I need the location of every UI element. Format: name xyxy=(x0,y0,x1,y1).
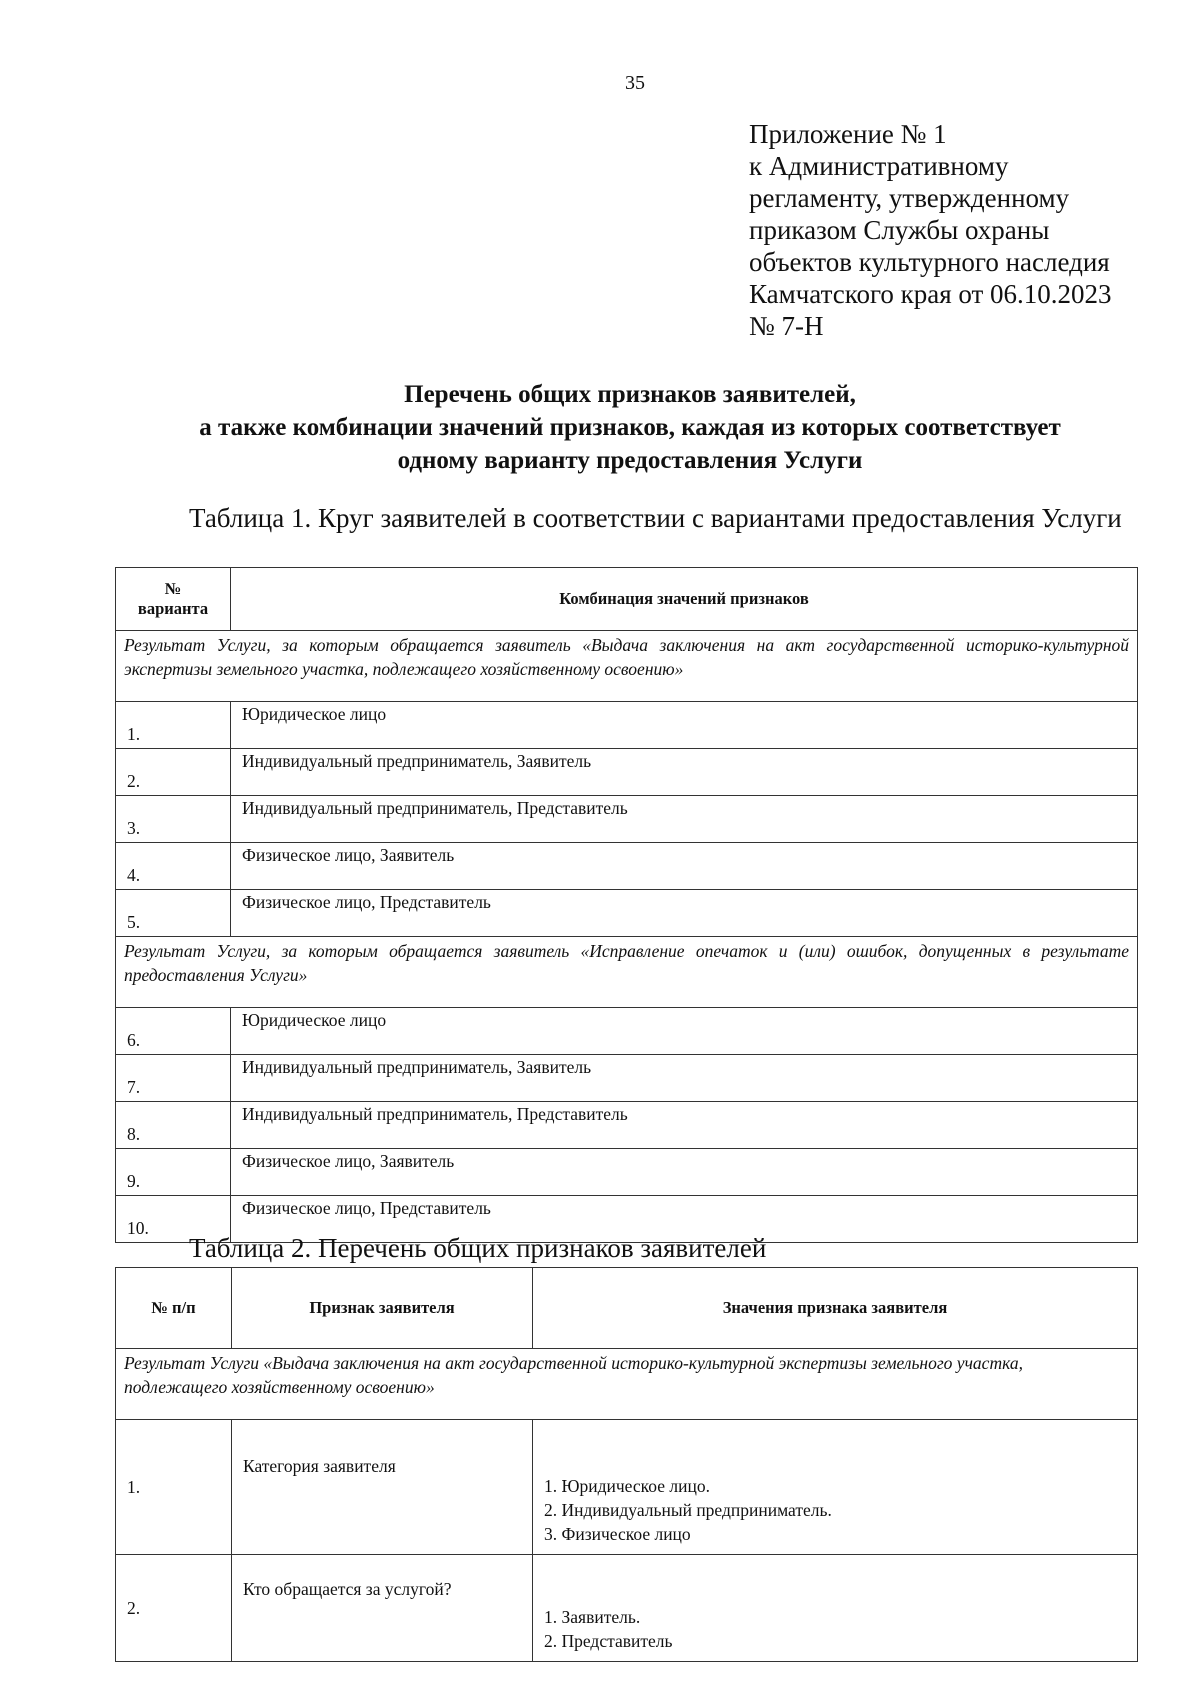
row-value: Физическое лицо, Представитель xyxy=(231,890,1138,937)
value-item: 2. Индивидуальный предприниматель. xyxy=(544,1500,832,1520)
table-row xyxy=(116,1149,1138,1196)
table2-header-row xyxy=(116,1268,1138,1349)
row-num: 6. xyxy=(116,1008,231,1055)
appendix-line: Приложение № 1 xyxy=(749,119,947,149)
section-title: Результат Услуги, за которым обращается заявитель «Исправление опечаток и (или) ошибок, допущенных в результате предоставления Услуги» xyxy=(116,937,1138,1008)
section-title: Результат Услуги «Выдача заключения на акт государственной историко-культурной экспертизы земельного участка, подлежащего хозяйственному освоению» xyxy=(116,1349,1138,1420)
table2-header-values: Значения признака заявителя xyxy=(533,1268,1138,1349)
value-item: 1. Заявитель. xyxy=(544,1607,641,1627)
table-row xyxy=(116,1008,1138,1055)
appendix-line: к Административному xyxy=(749,151,1009,181)
table-row xyxy=(116,1055,1138,1102)
table2-caption: Таблица 2. Перечень общих признаков заявителей xyxy=(189,1233,767,1263)
row-value: Физическое лицо, Заявитель xyxy=(231,1149,1138,1196)
row-value: Юридическое лицо xyxy=(231,1008,1138,1055)
table-row xyxy=(116,749,1138,796)
row-num: 8. xyxy=(116,1102,231,1149)
table-row xyxy=(116,1102,1138,1149)
row-values xyxy=(533,1555,1138,1662)
table2-header-sign: Признак заявителя xyxy=(232,1268,533,1349)
row-num: 5. xyxy=(116,890,231,937)
row-values xyxy=(533,1420,1138,1555)
appendix-line: объектов культурного наследия xyxy=(749,247,1110,277)
table-row xyxy=(116,1555,1138,1662)
row-value: Индивидуальный предприниматель, Представитель xyxy=(231,796,1138,843)
table2-header-num: № п/п xyxy=(116,1268,232,1349)
row-num: 2. xyxy=(116,1555,232,1662)
appendix-line: регламенту, утвержденному xyxy=(749,183,1070,213)
table1-applicant-variants xyxy=(115,567,1138,1243)
table-row xyxy=(116,1420,1138,1555)
table-row xyxy=(116,702,1138,749)
row-num: 4. xyxy=(116,843,231,890)
row-sign: Категория заявителя xyxy=(232,1420,533,1555)
row-sign: Кто обращается за услугой? xyxy=(232,1555,533,1662)
header-num-symbol: № xyxy=(164,579,182,598)
row-num: 7. xyxy=(116,1055,231,1102)
section-title: Результат Услуги, за которым обращается заявитель «Выдача заключения на акт государственной историко-культурной экспертизы земельного участка, подлежащего хозяйственному освоению» xyxy=(116,631,1138,702)
row-num: 1. xyxy=(116,1420,232,1555)
value-item: 3. Физическое лицо xyxy=(544,1524,691,1544)
page-number: 35 xyxy=(625,72,645,94)
value-item: 1. Юридическое лицо. xyxy=(544,1476,710,1496)
title-line: одному варианту предоставления Услуги xyxy=(397,447,863,474)
appendix-line: приказом Службы охраны xyxy=(749,215,1050,245)
table1-section-row xyxy=(116,631,1138,702)
document-title xyxy=(110,378,1150,477)
row-num: 9. xyxy=(116,1149,231,1196)
row-num: 10. xyxy=(116,1196,231,1243)
table1-caption: Таблица 1. Круг заявителей в соответствии с вариантами предоставления Услуги xyxy=(189,503,1122,533)
header-num-label: варианта xyxy=(137,599,209,618)
table-row xyxy=(116,796,1138,843)
table1-section-row xyxy=(116,937,1138,1008)
appendix-note xyxy=(749,118,1169,342)
table-row xyxy=(116,890,1138,937)
row-value: Индивидуальный предприниматель, Представитель xyxy=(231,1102,1138,1149)
row-num: 3. xyxy=(116,796,231,843)
row-num: 2. xyxy=(116,749,231,796)
value-item: 2. Представитель xyxy=(544,1631,673,1651)
appendix-line: № 7-Н xyxy=(749,311,824,341)
row-value: Индивидуальный предприниматель, Заявитель xyxy=(231,1055,1138,1102)
table-row xyxy=(116,843,1138,890)
table2-applicant-signs xyxy=(115,1267,1138,1662)
table1-header-num xyxy=(116,568,231,631)
title-line: Перечень общих признаков заявителей, xyxy=(404,381,856,408)
row-value: Физическое лицо, Заявитель xyxy=(231,843,1138,890)
table2-section-row xyxy=(116,1349,1138,1420)
title-line: а также комбинации значений признаков, каждая из которых соответствует xyxy=(199,414,1061,441)
table1-header-row xyxy=(116,568,1138,631)
table1-header-combination: Комбинация значений признаков xyxy=(231,568,1138,631)
row-value: Физическое лицо, Представитель xyxy=(231,1196,1138,1243)
row-value: Юридическое лицо xyxy=(231,702,1138,749)
row-num: 1. xyxy=(116,702,231,749)
row-value: Индивидуальный предприниматель, Заявитель xyxy=(231,749,1138,796)
appendix-line: Камчатского края от 06.10.2023 xyxy=(749,279,1112,309)
